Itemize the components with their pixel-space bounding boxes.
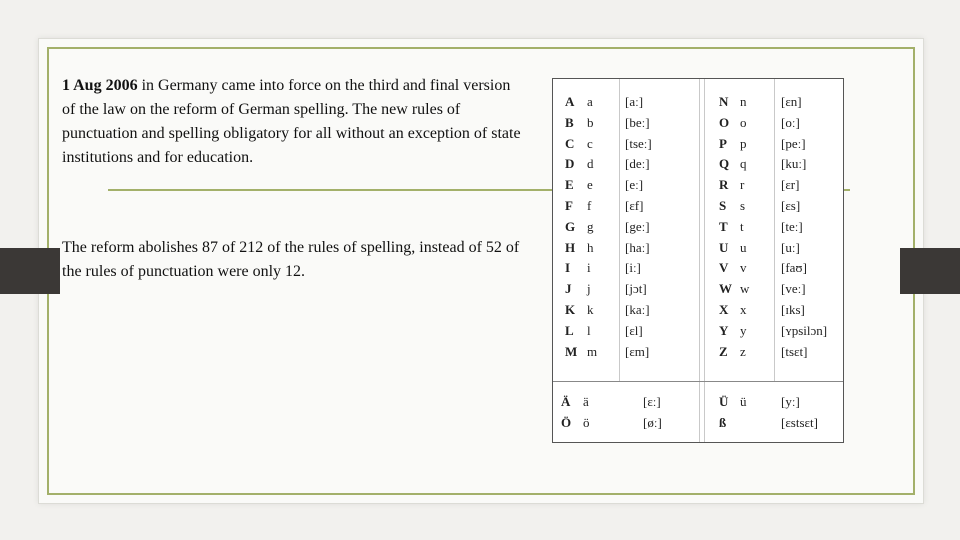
- ipa-pronunciation: [yː]: [781, 394, 800, 409]
- left-tab-decoration: [0, 248, 60, 294]
- uppercase-letter: ß: [719, 415, 727, 430]
- column-divider: [774, 79, 775, 381]
- uppercase-letter: I: [565, 260, 571, 276]
- lowercase-letter: h: [587, 239, 594, 255]
- german-alphabet-table: [552, 78, 844, 443]
- uppercase-letter: Z: [719, 343, 728, 359]
- ipa-pronunciation: [ɛn]: [781, 94, 802, 109]
- lowercase-letter: x: [740, 302, 747, 317]
- reform-date: 1 Aug 2006: [62, 77, 138, 94]
- paragraph-reform-date: [62, 74, 522, 170]
- lowercase-letter: e: [587, 177, 593, 193]
- ipa-pronunciation: [tseː]: [625, 135, 652, 151]
- lowercase-letter: r: [740, 177, 745, 193]
- uppercase-letter: G: [565, 218, 576, 234]
- ipa-pronunciation: [ɛː]: [643, 394, 661, 409]
- lowercase-letter: u: [740, 239, 747, 255]
- lowercase-letter: ä: [583, 394, 589, 409]
- uppercase-letter: P: [719, 135, 727, 151]
- uppercase-letter: W: [719, 281, 732, 297]
- ipa-pronunciation: [ɛs]: [781, 198, 801, 213]
- ipa-pronunciation: [haː]: [625, 239, 650, 255]
- ipa-pronunciation: [peː]: [781, 135, 806, 151]
- uppercase-letter: A: [565, 94, 575, 109]
- uppercase-letter: K: [565, 302, 576, 317]
- uppercase-letter: L: [565, 322, 574, 338]
- uppercase-letter: F: [565, 198, 573, 213]
- lowercase-letter: p: [740, 135, 747, 151]
- paragraph-reform-summary: The reform abolishes 87 of 212 of the rules of spelling, instead of 52 of the rules of punctuation were only 12.: [62, 239, 520, 280]
- lowercase-letter: ü: [740, 394, 747, 409]
- lowercase-letter: z: [740, 343, 746, 359]
- ipa-pronunciation: [deː]: [625, 156, 650, 172]
- uppercase-letter: M: [565, 343, 578, 359]
- ipa-pronunciation: [iː]: [625, 260, 641, 276]
- lowercase-letter: v: [740, 260, 747, 276]
- lowercase-letter: l: [587, 322, 591, 338]
- lowercase-letter: f: [587, 198, 592, 213]
- uppercase-letter: T: [719, 218, 728, 234]
- ipa-pronunciation: [teː]: [781, 218, 803, 234]
- lowercase-letter: q: [740, 156, 747, 172]
- lowercase-letter: n: [740, 94, 747, 109]
- uppercase-letter: V: [719, 260, 729, 276]
- uppercase-letter: Ü: [719, 394, 729, 409]
- uppercase-letter: N: [719, 94, 729, 109]
- ipa-pronunciation: [kuː]: [781, 156, 807, 172]
- uppercase-letter: E: [565, 177, 574, 193]
- uppercase-letter: Ö: [561, 415, 572, 430]
- table-divider: [553, 381, 843, 382]
- uppercase-letter: R: [719, 177, 729, 193]
- ipa-pronunciation: [geː]: [625, 218, 650, 234]
- ipa-pronunciation: [beː]: [625, 114, 650, 130]
- ipa-pronunciation: [tsɛt]: [781, 343, 808, 359]
- uppercase-letter: Ä: [561, 394, 571, 409]
- ipa-pronunciation: [jɔt]: [625, 281, 647, 297]
- lowercase-letter: c: [587, 135, 593, 151]
- lowercase-letter: g: [587, 218, 594, 234]
- ipa-pronunciation: [ɛstsɛt]: [781, 415, 818, 430]
- lowercase-letter: j: [587, 281, 591, 297]
- uppercase-letter: Q: [719, 156, 730, 172]
- uppercase-letter: D: [565, 156, 575, 172]
- ipa-pronunciation: [eː]: [625, 177, 644, 193]
- column-divider: [699, 79, 700, 442]
- uppercase-letter: C: [565, 135, 575, 151]
- lowercase-letter: a: [587, 94, 593, 109]
- ipa-pronunciation: [ɛm]: [625, 343, 650, 359]
- reform-date-text: in Germany came into force on the third and final version of the law on the reform of German spelling. The new rules of punctuation and spelling obligatory for all without an exception of state institutions and for education.: [62, 77, 521, 166]
- lowercase-letter: o: [740, 114, 747, 130]
- lowercase-letter: d: [587, 156, 594, 172]
- ipa-pronunciation: [ʏpsilɔn]: [781, 322, 828, 338]
- lowercase-letter: w: [740, 281, 750, 297]
- ipa-pronunciation: [ɪks]: [781, 302, 805, 317]
- lowercase-letter: m: [587, 343, 598, 359]
- ipa-pronunciation: [ɛl]: [625, 322, 643, 338]
- column-divider: [619, 79, 620, 381]
- ipa-pronunciation: [faʊ]: [781, 260, 807, 276]
- uppercase-letter: J: [565, 281, 572, 297]
- lowercase-letter: s: [740, 198, 746, 213]
- lowercase-letter: y: [740, 322, 747, 338]
- ipa-pronunciation: [uː]: [781, 239, 800, 255]
- uppercase-letter: X: [719, 302, 729, 317]
- ipa-pronunciation: [øː]: [643, 415, 662, 430]
- lowercase-letter: i: [587, 260, 591, 276]
- ipa-pronunciation: [ɛf]: [625, 198, 644, 213]
- uppercase-letter: Y: [719, 322, 729, 338]
- uppercase-letter: H: [565, 239, 576, 255]
- lowercase-letter: t: [740, 218, 744, 234]
- column-divider: [704, 79, 705, 442]
- ipa-pronunciation: [oː]: [781, 114, 800, 130]
- ipa-pronunciation: [veː]: [781, 281, 806, 297]
- right-tab-decoration: [900, 248, 960, 294]
- lowercase-letter: b: [587, 114, 594, 130]
- uppercase-letter: O: [719, 114, 730, 130]
- uppercase-letter: U: [719, 239, 729, 255]
- uppercase-letter: S: [719, 198, 727, 213]
- ipa-pronunciation: [kaː]: [625, 302, 650, 317]
- lowercase-letter: k: [587, 302, 594, 317]
- uppercase-letter: B: [565, 114, 574, 130]
- ipa-pronunciation: [ɛr]: [781, 177, 800, 193]
- ipa-pronunciation: [aː]: [625, 94, 644, 109]
- lowercase-letter: ö: [583, 415, 590, 430]
